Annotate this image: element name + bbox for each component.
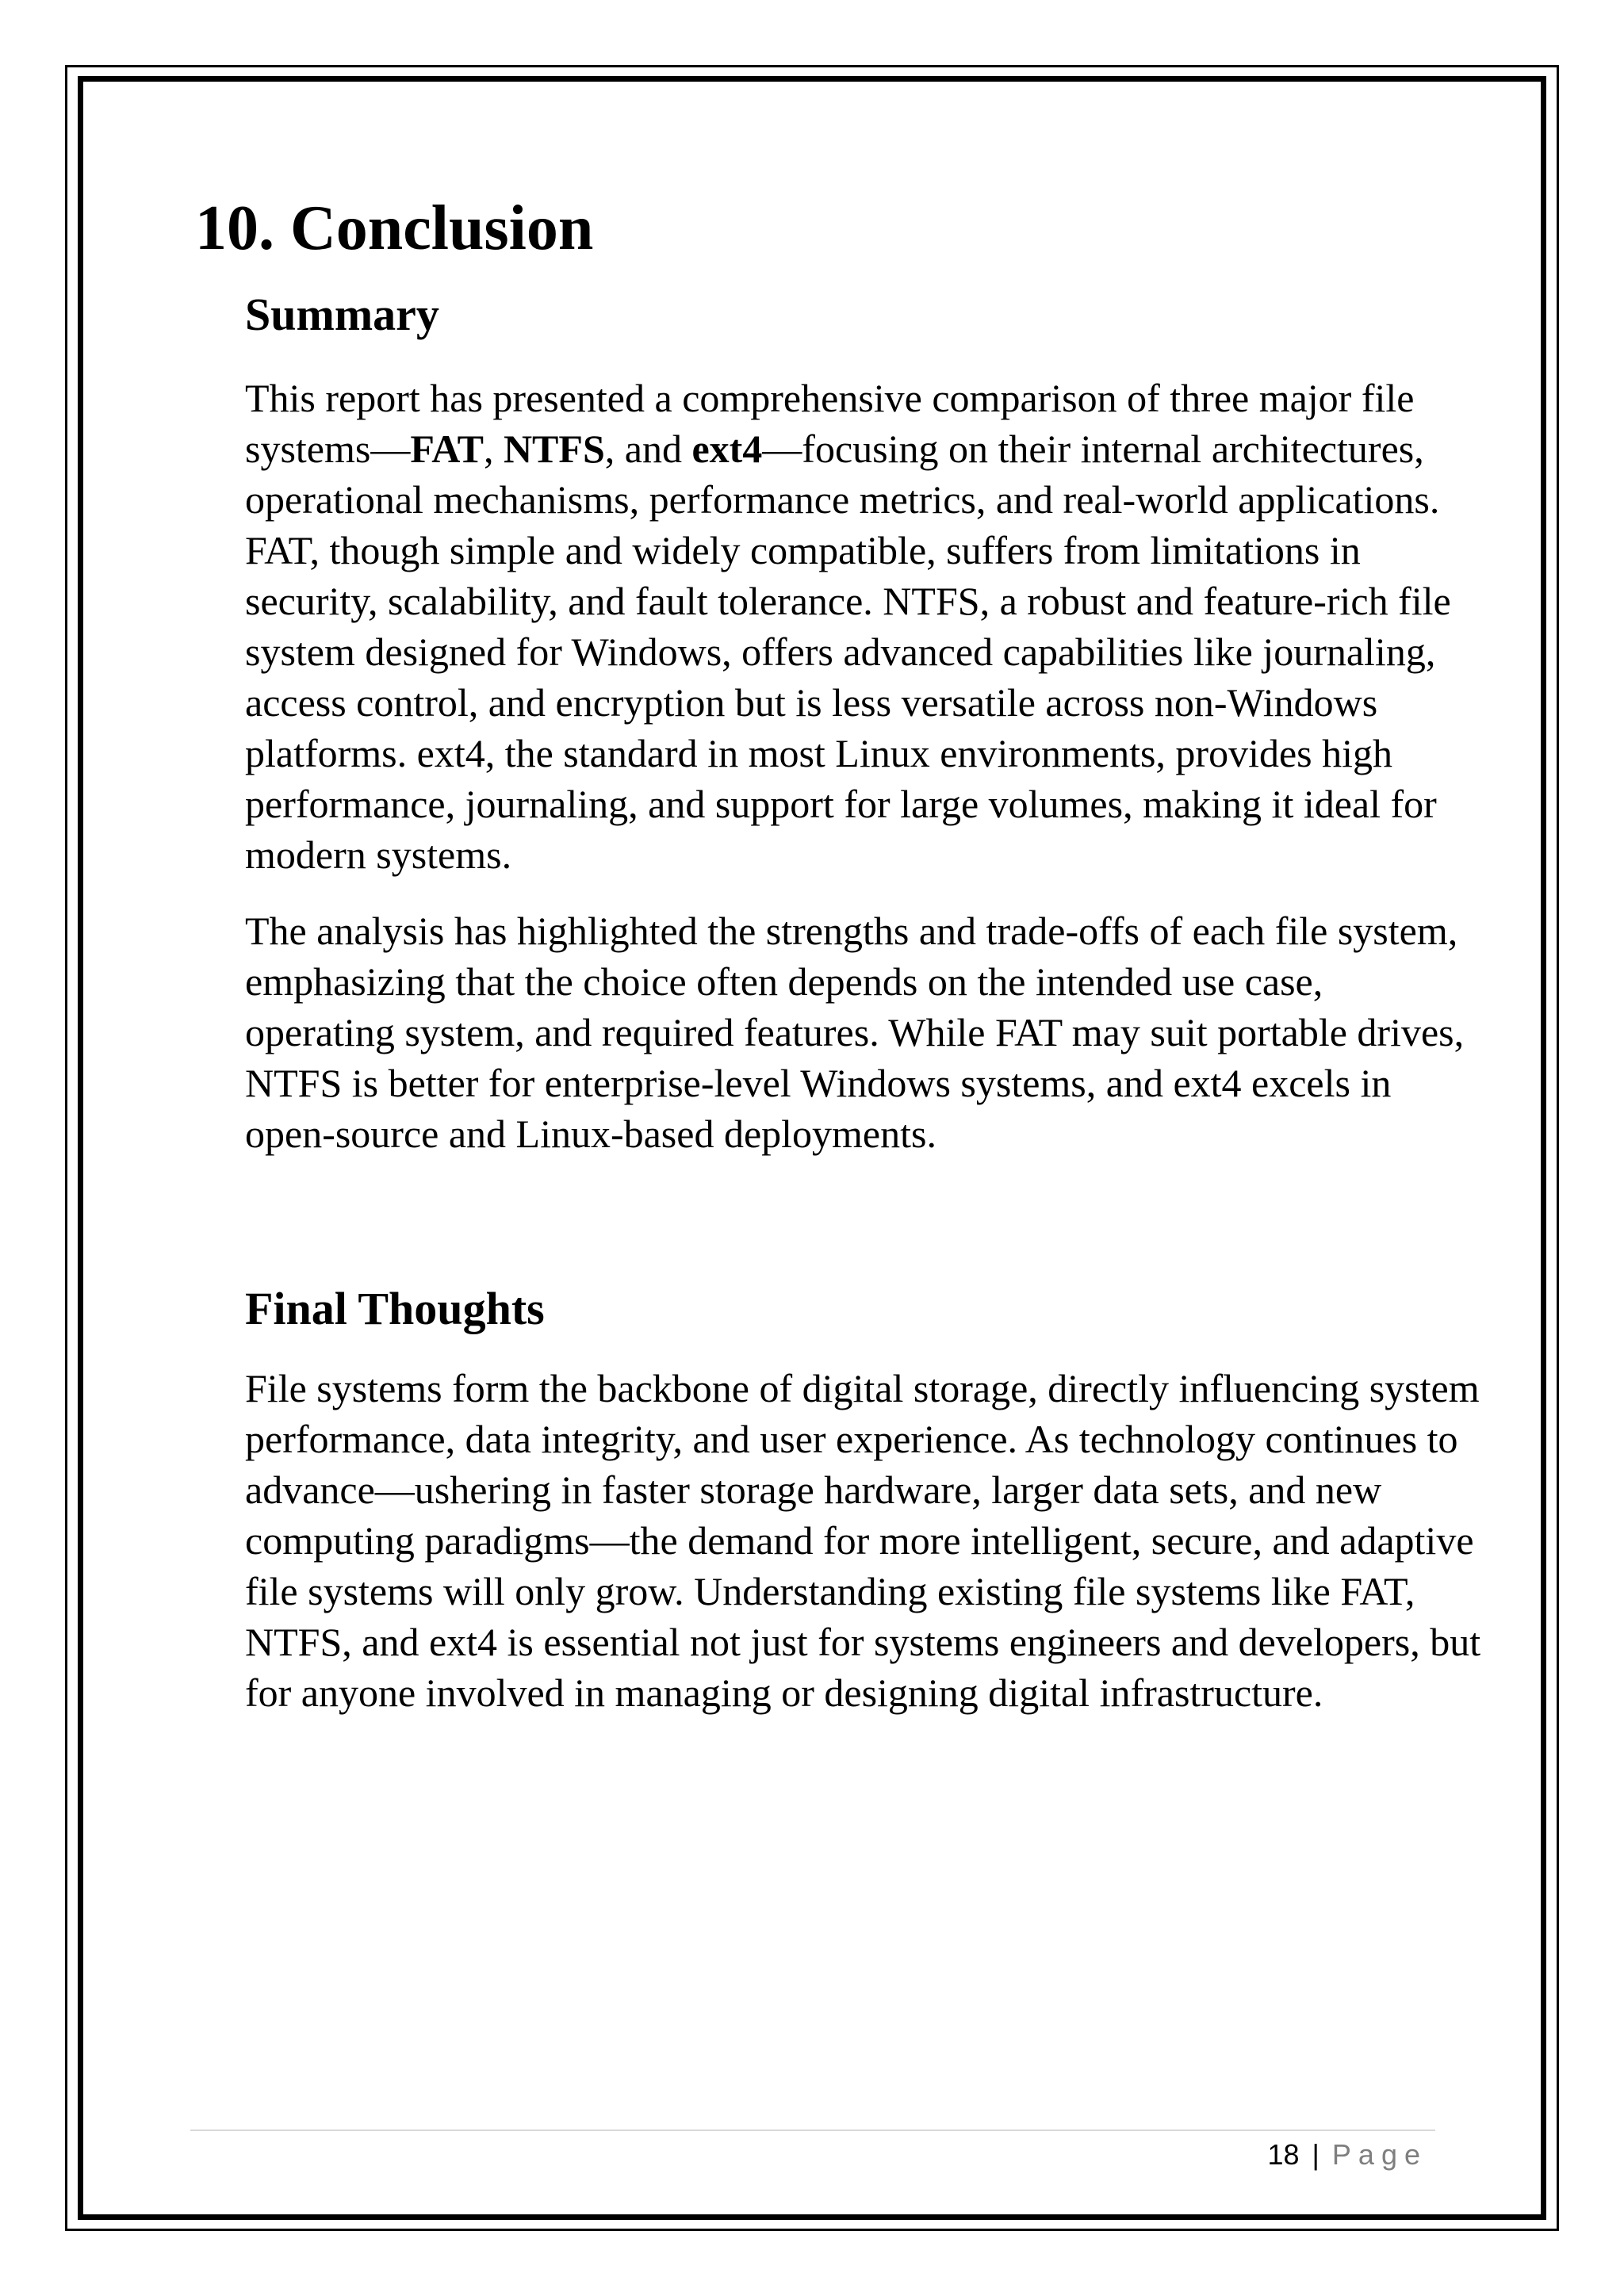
term-ntfs: NTFS xyxy=(503,426,605,471)
section-heading-final-thoughts: Final Thoughts xyxy=(245,1282,545,1334)
chapter-title: 10. Conclusion xyxy=(195,193,594,263)
term-fat: FAT xyxy=(410,426,484,471)
summary-p1-comma: , xyxy=(483,426,504,471)
footer-separator: | xyxy=(1312,2138,1320,2171)
footer-divider xyxy=(190,2130,1435,2131)
page-footer xyxy=(1267,2137,1427,2172)
section-final-thoughts xyxy=(245,1281,1481,1719)
page-content xyxy=(195,190,1481,1718)
page-number: 18 xyxy=(1267,2138,1300,2171)
term-ext4: ext4 xyxy=(691,426,763,471)
page-label: Page xyxy=(1331,2138,1427,2171)
summary-paragraph-1 xyxy=(245,373,1482,880)
summary-p1-and: , and xyxy=(604,426,692,471)
section-heading-summary: Summary xyxy=(245,289,439,340)
summary-p1-intro: This report has presented a comprehensive comparison of three major file systems— xyxy=(245,375,1415,471)
section-summary xyxy=(245,287,1465,1159)
final-thoughts-paragraph: File systems form the backbone of digital storage, directly influencing system performance, data integrity, and user experience. As technology continues to advance—ushering in faster storage hardware, larger data sets, and new computing paradigms—the demand for more intelligent, secure, and adaptive file systems will only grow. Understanding existing file systems like FAT, NTFS, and ext4 is essential not just for systems engineers and developers, but for anyone involved in managing or designing digital infrastructure. xyxy=(245,1366,1481,1716)
summary-paragraph-2: The analysis has highlighted the strengths and trade-offs of each file system, emphasizing that the choice often depends on the intended use case, operating system, and required features. While FAT may suit portable drives, NTFS is better for enterprise-level Windows systems, and ext4 excels in open-source and Linux-based deployments. xyxy=(245,908,1465,1156)
summary-p1-rest: —focusing on their internal architectures, operational mechanisms, performance metrics, and real-world applications. FAT, though simple and widely compatible, suffers from limitations in security, scalability, and fault tolerance. NTFS, a robust and feature-rich file system designed for Windows, offers advanced capabilities like journaling, access control, and encryption but is less versatile across non-Windows platforms. ext4, the standard in most Linux environments, provides high performance, journaling, and support for large volumes, making it ideal for modern systems. xyxy=(245,426,1451,877)
